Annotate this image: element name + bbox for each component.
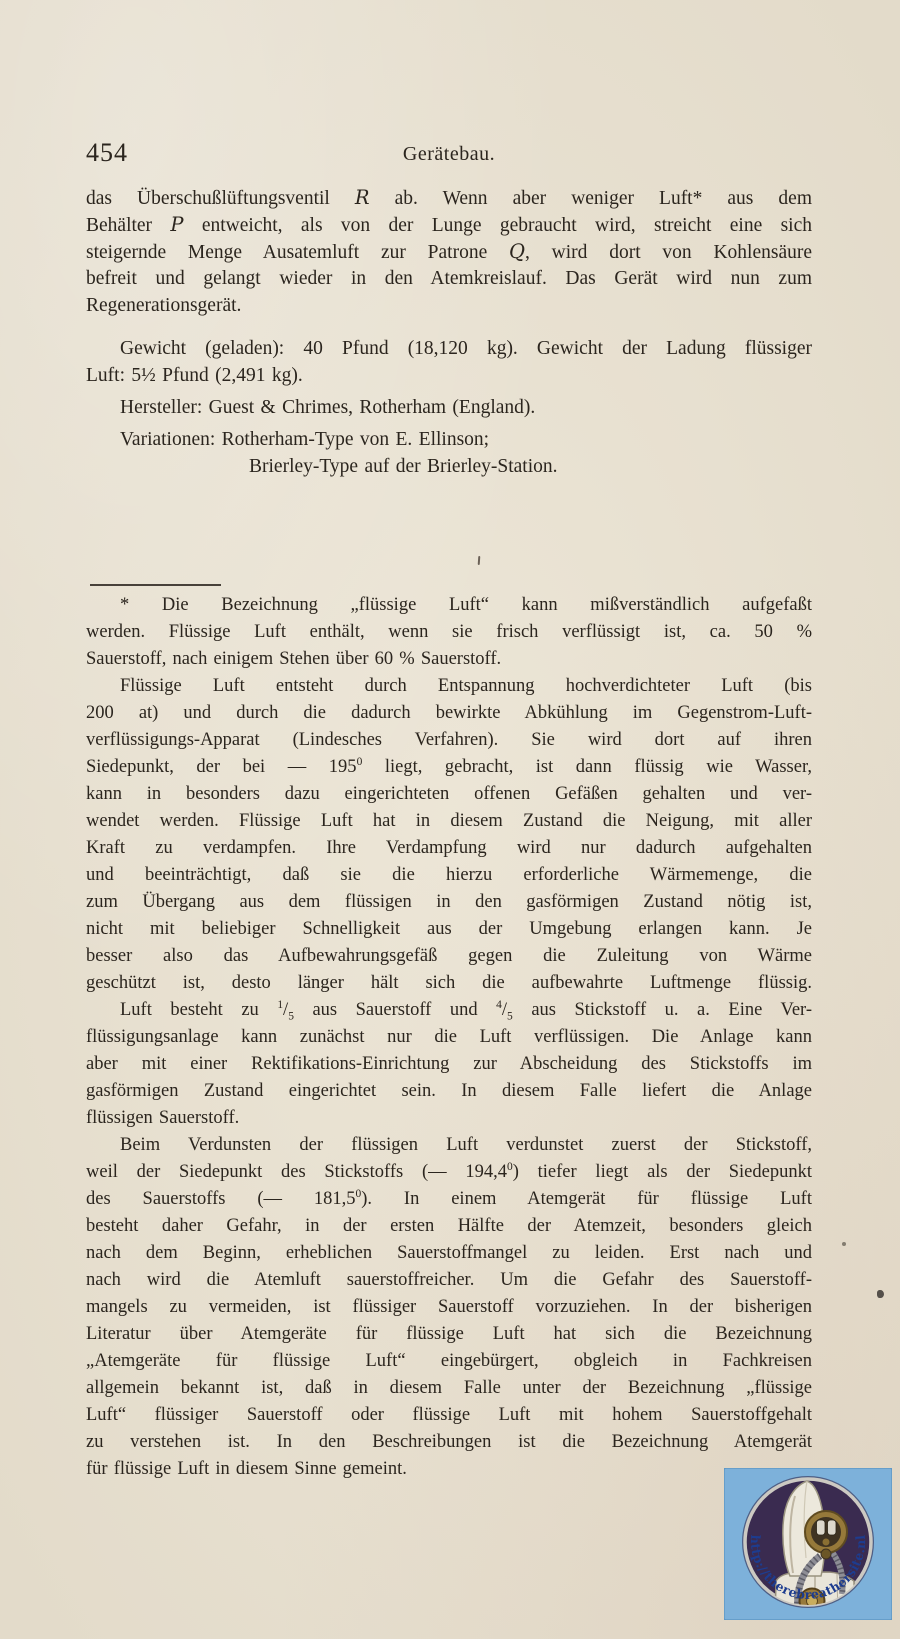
- text-line: Regenerationsgerät.: [86, 295, 242, 316]
- footnote-line: zu verstehen ist. In den Beschreibungen ist die Bezeichnung Atemgerät: [86, 1432, 812, 1452]
- footnote-line: nicht mit beliebiger Schnelligkeit aus der Umgebung erlangen kann. Je: [86, 919, 812, 939]
- footnote-line: Siedepunkt, der bei — $195^0$ liegt, gebracht, ist dann flüssig wie Wasser,: [86, 755, 812, 777]
- footnote-line: wendet werden. Flüssige Luft hat in diesem Zustand die Neigung, mit aller: [86, 811, 812, 831]
- footnote-line: aber mit einer Rektifikations-Einrichtung zur Abscheidung des Stickstoffs im: [86, 1054, 812, 1074]
- footnote-line: flüssigen Sauerstoff.: [86, 1108, 240, 1128]
- footnote-line: nach wird die Atemluft sauerstoffreicher. Um die Gefahr des Sauerstoff-: [86, 1270, 812, 1290]
- footnote-line: allgemein bekannt ist, daß in diesem Falle unter der Bezeichnung „flüssige: [86, 1378, 812, 1398]
- footnote-line: zum Übergang aus dem flüssigen in den gasförmigen Zustand nötig ist,: [86, 892, 812, 912]
- main-text-block: [86, 184, 812, 480]
- footnote-line: mangels zu vermeiden, ist flüssiger Sauerstoff vorzuziehen. In der bisherigen: [86, 1297, 812, 1317]
- footnote-line: verflüssigungs-Apparat (Lindesches Verfahren). Sie wird dort auf ihren: [86, 730, 812, 750]
- footnote-line: Sauerstoff, nach einigem Stehen über 60 % Sauerstoff.: [86, 649, 502, 669]
- footnote-line: Luft“ flüssiger Sauerstoff oder flüssige Luft mit hohem Sauerstoffgehalt: [86, 1405, 812, 1425]
- footnote-line: flüssigungsanlage kann zunächst nur die Luft verflüssigen. Die Anlage kann: [86, 1027, 812, 1047]
- scan-speck: [478, 556, 481, 565]
- footnote-line: weil der Siedepunkt des Stickstoffs (— 194,4$^0$) tiefer liegt als der Siedepunkt: [86, 1160, 812, 1182]
- footnote-line: 200 at) und durch die dadurch bewirkte Abkühlung im Gegenstrom-Luft-: [86, 703, 812, 723]
- footnote-line: des Sauerstoffs (— 181,5$^0$). In einem Atemgerät für flüssige Luft: [86, 1187, 812, 1209]
- footnote-line: besteht daher Gefahr, in der ersten Hälfte der Atemzeit, besonders gleich: [86, 1216, 812, 1236]
- footnote-line: Kraft zu verdampfen. Ihre Verdampfung wird nur dadurch aufgehalten: [86, 838, 812, 858]
- footnote-separator: [90, 584, 221, 586]
- footnote-line: werden. Flüssige Luft enthält, wenn sie frisch verflüssigt ist, ca. 50 %: [86, 622, 812, 642]
- footnote-line: Luft besteht zu $^1/_5$ aus Sauerstoff und $^4/_5$ aus Stickstoff u. a. Eine Ver-: [120, 998, 812, 1023]
- scan-speck: [877, 1290, 884, 1298]
- footnote-line: nach dem Beginn, erheblichen Sauerstoffmangel zu leiden. Erst nach und: [86, 1243, 812, 1263]
- page-number: 454: [86, 138, 128, 167]
- diver-icon: [724, 1468, 892, 1620]
- page-header-title: Gerätebau.: [402, 143, 496, 165]
- text-line: Behälter P entweicht, als von der Lunge gebraucht wird, streicht eine sich: [86, 213, 812, 236]
- footnote-line: für flüssige Luft in diesem Sinne gemeint.: [86, 1459, 407, 1479]
- footnote-line: * Die Bezeichnung „flüssige Luft“ kann mißverständlich aufgefaßt: [120, 595, 812, 615]
- footnote-line: gasförmigen Zustand eingerichtet sein. In diesem Falle liefert die Anlage: [86, 1081, 812, 1101]
- text-line: Gewicht (geladen): 40 Pfund (18,120 kg). Gewicht der Ladung flüssiger: [120, 338, 812, 359]
- watermark-logo: [724, 1468, 892, 1620]
- text-line: das Überschußlüftungsventil R ab. Wenn aber weniger Luft* aus dem: [86, 186, 812, 209]
- text-line: Brierley-Type auf der Brierley-Station.: [249, 456, 558, 477]
- text-line: Luft: 5½ Pfund (2,491 kg).: [86, 365, 303, 386]
- watermark-url: http://therebreathersite.nl: [747, 1534, 869, 1602]
- footnote-line: und beeinträchtigt, daß sie die hierzu erforderliche Wärmemenge, die: [86, 865, 812, 885]
- text-line: Hersteller: Guest & Chrimes, Rotherham (England).: [120, 397, 536, 418]
- footnote-line: kann in besonders dazu eingerichteten offenen Gefäßen gehalten und ver-: [86, 784, 812, 804]
- footnote-line: geschützt ist, desto länger hält sich die aufbewahrte Luftmenge flüssig.: [86, 973, 812, 993]
- scan-speck: [842, 1242, 846, 1246]
- text-line: steigernde Menge Ausatemluft zur Patrone Q, wird dort von Kohlensäure: [86, 240, 812, 263]
- footnote-line: Literatur über Atemgeräte für flüssige Luft hat sich die Bezeichnung: [86, 1324, 812, 1344]
- footnote-line: Beim Verdunsten der flüssigen Luft verdunstet zuerst der Stickstoff,: [120, 1135, 812, 1155]
- footnote-line: „Atemgeräte für flüssige Luft“ eingebürgert, obgleich in Fachkreisen: [86, 1351, 812, 1371]
- text-line: Variationen: Rotherham-Type von E. Ellinson;: [120, 429, 490, 450]
- footnote-line: besser also das Aufbewahrungsgefäß gegen die Zuleitung von Wärme: [86, 946, 812, 966]
- text-line: befreit und gelangt wieder in den Atemkreislauf. Das Gerät wird nun zum: [86, 268, 812, 289]
- footnote-block: [86, 592, 812, 1483]
- footnote-line: Flüssige Luft entsteht durch Entspannung hochverdichteter Luft (bis: [120, 676, 812, 696]
